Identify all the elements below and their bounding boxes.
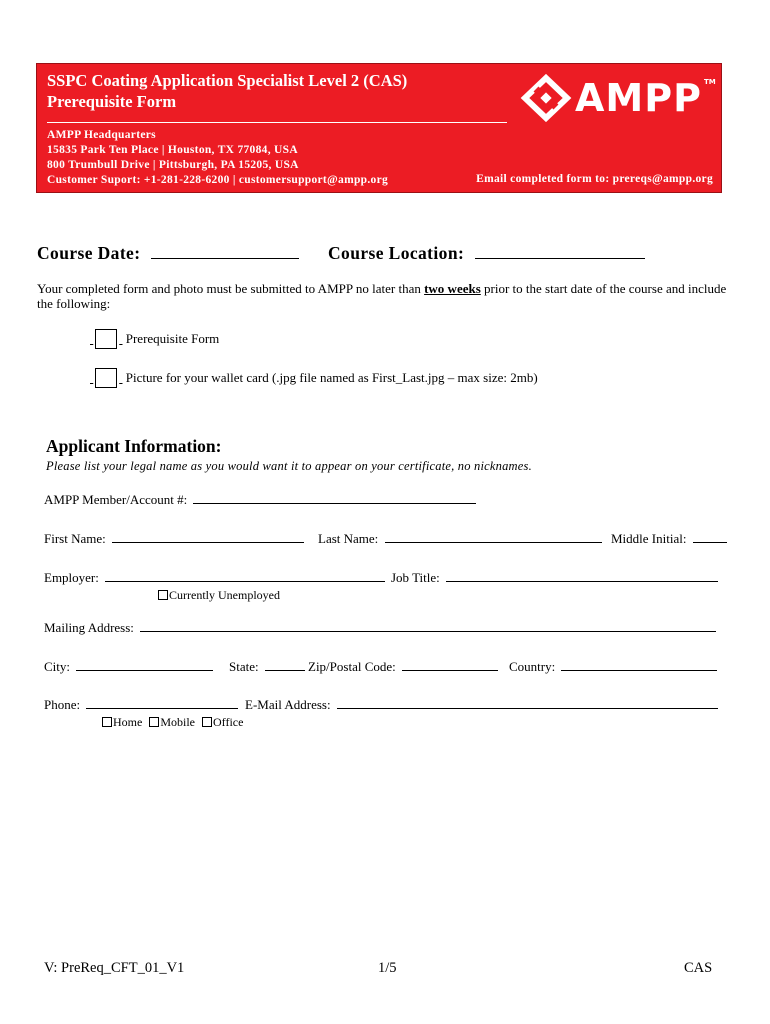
hq-address-houston: 15835 Park Ten Place | Houston, TX 77084, USA bbox=[47, 144, 298, 156]
phone-type-mobile-checkbox[interactable] bbox=[149, 717, 159, 727]
employer-field[interactable] bbox=[44, 570, 385, 586]
checklist-label: Prerequisite Form bbox=[125, 331, 220, 346]
course-date-field[interactable] bbox=[37, 243, 299, 264]
first-name-line[interactable] bbox=[112, 541, 304, 543]
phone-type-home[interactable] bbox=[102, 715, 142, 729]
member-account-label: AMPP Member/Account #: bbox=[44, 492, 188, 507]
employer-line[interactable] bbox=[105, 580, 385, 582]
header-divider bbox=[47, 122, 507, 123]
member-account-line[interactable] bbox=[193, 502, 476, 504]
last-name-field[interactable] bbox=[318, 531, 602, 547]
checkbox-wallet-picture[interactable] bbox=[95, 368, 117, 388]
phone-label: Phone: bbox=[44, 697, 81, 712]
submission-instructions bbox=[37, 281, 727, 311]
email-address-line[interactable] bbox=[337, 707, 718, 709]
page-number: 1/5 bbox=[378, 960, 397, 976]
member-account-field[interactable] bbox=[44, 492, 476, 508]
phone-type-office-label: Office bbox=[213, 715, 244, 729]
header-banner bbox=[36, 63, 722, 193]
checklist-item-prerequisite-form[interactable] bbox=[90, 329, 219, 349]
email-address-label: E-Mail Address: bbox=[245, 697, 331, 712]
email-instruction: Email completed form to: prereqs@ampp.org bbox=[476, 173, 713, 185]
job-title-line[interactable] bbox=[446, 580, 718, 582]
hq-label: AMPP Headquarters bbox=[47, 129, 156, 141]
state-label: State: bbox=[229, 659, 259, 674]
mailing-address-field[interactable] bbox=[44, 620, 716, 636]
course-location-field[interactable] bbox=[328, 243, 645, 264]
city-label: City: bbox=[44, 659, 71, 674]
last-name-label: Last Name: bbox=[318, 531, 379, 546]
course-location-line[interactable] bbox=[475, 257, 645, 259]
checklist-label: Picture for your wallet card (.jpg file named as First_Last.jpg – max size: 2mb) bbox=[125, 370, 538, 385]
course-location-label: Course Location: bbox=[328, 243, 465, 263]
course-date-line[interactable] bbox=[151, 257, 299, 259]
course-date-label: Course Date: bbox=[37, 243, 141, 263]
last-name-line[interactable] bbox=[385, 541, 602, 543]
country-line[interactable] bbox=[561, 669, 717, 671]
employer-label: Employer: bbox=[44, 570, 99, 585]
form-title-line1: SSPC Coating Application Specialist Level 2 (CAS) bbox=[47, 71, 408, 90]
phone-type-home-label: Home bbox=[113, 715, 143, 729]
job-title-label: Job Title: bbox=[391, 570, 440, 585]
instructions-emphasis: two weeks bbox=[424, 281, 481, 296]
city-line[interactable] bbox=[76, 669, 213, 671]
job-title-field[interactable] bbox=[391, 570, 718, 586]
phone-field[interactable] bbox=[44, 697, 238, 713]
trademark-mark: TM bbox=[704, 78, 716, 86]
version-code: V: PreReq_CFT_01_V1 bbox=[44, 960, 185, 976]
middle-initial-field[interactable] bbox=[611, 531, 727, 547]
customer-support: Customer Suport: +1-281-228-6200 | customersupport@ampp.org bbox=[47, 174, 389, 186]
legal-name-note: Please list your legal name as you would want it to appear on your certificate, no nicknames. bbox=[46, 459, 532, 473]
instructions-text-before: Your completed form and photo must be submitted to AMPP no later than bbox=[37, 281, 425, 296]
form-title bbox=[47, 70, 407, 112]
email-address-field[interactable] bbox=[245, 697, 718, 713]
ampp-logo bbox=[519, 74, 719, 124]
mailing-address-line[interactable] bbox=[140, 630, 716, 632]
mailing-address-label: Mailing Address: bbox=[44, 620, 134, 635]
state-line[interactable] bbox=[265, 669, 305, 671]
country-label: Country: bbox=[509, 659, 556, 674]
instructions-text-after: prior to the start date of the course and include the following: bbox=[37, 281, 727, 311]
currently-unemployed-label: Currently Unemployed bbox=[169, 588, 280, 602]
hq-address-pittsburgh: 800 Trumbull Drive | Pittsburgh, PA 15205, USA bbox=[47, 159, 299, 171]
first-name-label: First Name: bbox=[44, 531, 106, 546]
currently-unemployed-option[interactable] bbox=[158, 588, 280, 603]
phone-type-mobile[interactable] bbox=[149, 715, 195, 729]
course-code: CAS bbox=[684, 960, 713, 976]
middle-initial-label: Middle Initial: bbox=[611, 531, 687, 546]
applicant-info-heading: Applicant Information: bbox=[46, 436, 222, 456]
checklist-item-wallet-picture[interactable] bbox=[90, 368, 538, 388]
phone-type-mobile-label: Mobile bbox=[160, 715, 195, 729]
phone-type-office[interactable] bbox=[202, 715, 243, 729]
phone-type-home-checkbox[interactable] bbox=[102, 717, 112, 727]
state-field[interactable] bbox=[229, 659, 305, 675]
zip-code-line[interactable] bbox=[402, 669, 498, 671]
ampp-logo-icon bbox=[519, 74, 573, 122]
phone-type-office-checkbox[interactable] bbox=[202, 717, 212, 727]
phone-type-options bbox=[102, 715, 243, 730]
checkbox-prerequisite-form[interactable] bbox=[95, 329, 117, 349]
hq-contact-block bbox=[47, 128, 388, 188]
first-name-field[interactable] bbox=[44, 531, 304, 547]
ampp-logo-wordmark: AMPP bbox=[575, 76, 702, 120]
zip-code-field[interactable] bbox=[308, 659, 498, 675]
phone-line[interactable] bbox=[86, 707, 238, 709]
form-title-line2: Prerequisite Form bbox=[47, 92, 177, 111]
zip-code-label: Zip/Postal Code: bbox=[308, 659, 396, 674]
city-field[interactable] bbox=[44, 659, 213, 675]
middle-initial-line[interactable] bbox=[693, 541, 727, 543]
currently-unemployed-checkbox[interactable] bbox=[158, 590, 168, 600]
country-field[interactable] bbox=[509, 659, 717, 675]
